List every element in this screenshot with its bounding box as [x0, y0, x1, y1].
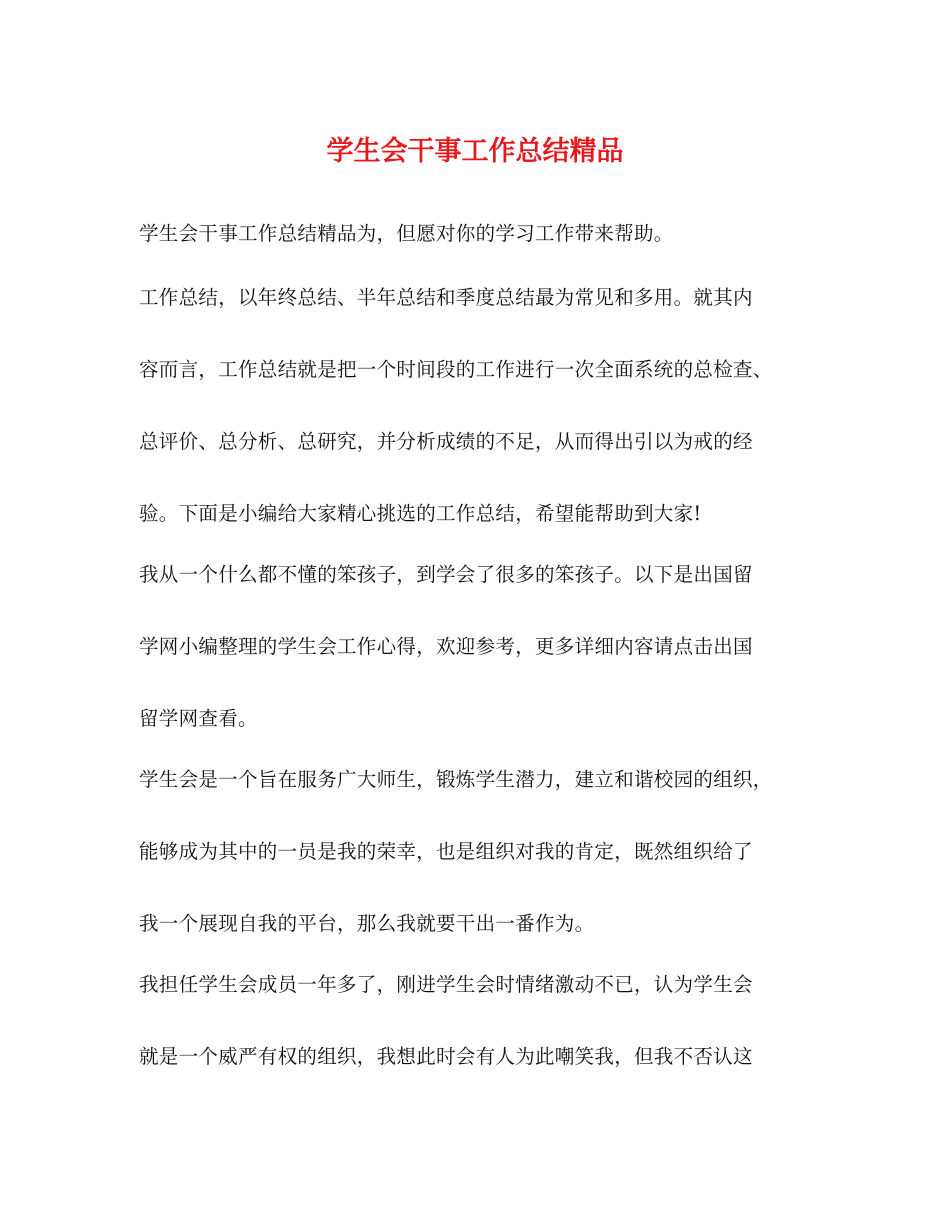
- text-line: 容而言，工作总结就是把一个时间段的工作进行一次全面系统的总检查、: [139, 358, 773, 381]
- text-line: 工作总结，以年终总结、半年总结和季度总结最为常见和多用。就其内: [139, 286, 753, 309]
- text-line: 我担任学生会成员一年多了，刚进学生会时情绪激动不已，认为学生会: [139, 973, 753, 996]
- text-line: 我从一个什么都不懂的笨孩子，到学会了很多的笨孩子。以下是出国留: [139, 563, 753, 586]
- text-line: 总评价、总分析、总研究，并分析成绩的不足，从而得出引以为戒的经: [139, 430, 753, 453]
- text-line: 学生会干事工作总结精品为，但愿对你的学习工作带来帮助。: [139, 222, 674, 245]
- text-line: 我一个展现自我的平台，那么我就要干出一番作为。: [139, 912, 595, 935]
- document-title: 学生会干事工作总结精品: [326, 136, 624, 167]
- text-line: 留学网查看。: [139, 707, 258, 730]
- text-line: 学生会是一个旨在服务广大师生，锻炼学生潜力，建立和谐校园的组织，: [139, 768, 773, 791]
- text-line: 就是一个威严有权的组织，我想此时会有人为此嘲笑我，但我不否认这: [139, 1045, 753, 1068]
- text-line: 学网小编整理的学生会工作心得，欢迎参考，更多详细内容请点击出国: [139, 635, 753, 658]
- text-line: 验。下面是小编给大家精心挑选的工作总结，希望能帮助到大家!: [139, 502, 702, 525]
- text-line: 能够成为其中的一员是我的荣幸，也是组织对我的肯定，既然组织给了: [139, 840, 753, 863]
